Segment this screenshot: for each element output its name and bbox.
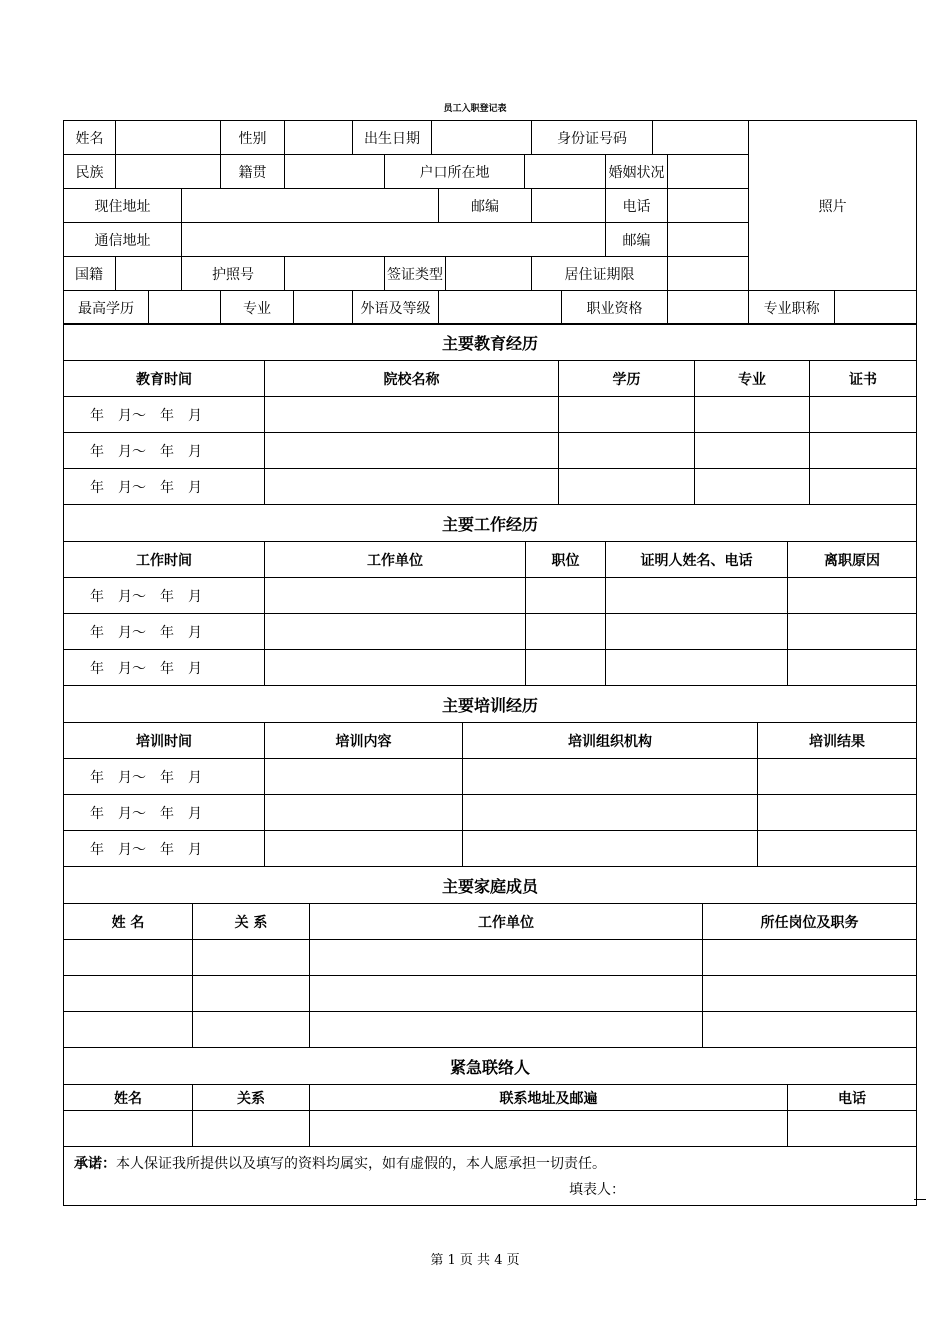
id-number-label: 身份证号码 [532, 121, 653, 155]
table-cell[interactable] [310, 976, 703, 1012]
training-header: 培训结果 [758, 723, 917, 759]
table-cell[interactable] [265, 469, 559, 505]
training-header: 培训内容 [265, 723, 463, 759]
mailing-address-field[interactable] [182, 223, 606, 257]
family-table [63, 866, 917, 1048]
family-header: 所任岗位及职务 [703, 904, 917, 940]
page-footer: 第 1 页 共 4 页 [430, 1253, 520, 1268]
work-header: 离职原因 [788, 542, 917, 578]
current-address-label: 现住地址 [64, 189, 182, 223]
table-cell[interactable] [788, 650, 917, 686]
table-cell[interactable] [606, 578, 788, 614]
name-label: 姓名 [64, 121, 116, 155]
pledge-label: 承诺： [74, 1156, 116, 1172]
pledge-block [64, 1147, 917, 1206]
table-cell[interactable] [265, 795, 463, 831]
qualification-label: 职业资格 [562, 291, 668, 325]
name-field[interactable] [116, 121, 221, 155]
work-table [63, 504, 917, 686]
education-header: 学历 [559, 361, 695, 397]
period-cell[interactable]: 年 月～ 年 月 [64, 614, 265, 650]
table-cell[interactable] [265, 433, 559, 469]
table-cell[interactable] [788, 614, 917, 650]
passport-label: 护照号 [182, 257, 285, 291]
foreign-language-label: 外语及等级 [353, 291, 439, 325]
table-cell[interactable] [265, 614, 526, 650]
table-cell[interactable] [193, 976, 310, 1012]
native-place-field[interactable] [285, 155, 385, 189]
birth-date-field[interactable] [432, 121, 532, 155]
birth-date-label: 出生日期 [353, 121, 432, 155]
emergency-header: 关系 [193, 1085, 310, 1111]
period-cell[interactable]: 年 月～ 年 月 [64, 469, 265, 505]
postcode2-field[interactable] [668, 223, 749, 257]
current-address-field[interactable] [182, 189, 439, 223]
table-cell[interactable] [810, 469, 917, 505]
residence-permit-field[interactable] [668, 257, 749, 291]
postcode2-label: 邮编 [606, 223, 668, 257]
table-cell[interactable] [265, 831, 463, 867]
basic-info-table [63, 120, 917, 325]
visa-type-label: 签证类型 [385, 257, 446, 291]
table-cell[interactable] [788, 1111, 917, 1147]
education-label: 最高学历 [64, 291, 149, 325]
work-header: 工作时间 [64, 542, 265, 578]
work-section-title: 主要工作经历 [64, 505, 917, 542]
visa-type-field[interactable] [446, 257, 532, 291]
period-cell[interactable]: 年 月～ 年 月 [64, 433, 265, 469]
work-header: 职位 [526, 542, 606, 578]
phone-field[interactable] [668, 189, 749, 223]
emergency-section-title: 紧急联络人 [64, 1048, 917, 1085]
photo-box[interactable]: 照片 [749, 121, 917, 291]
work-header: 证明人姓名、电话 [606, 542, 788, 578]
table-cell[interactable] [64, 976, 193, 1012]
table-cell[interactable] [810, 397, 917, 433]
table-cell[interactable] [695, 433, 810, 469]
table-cell[interactable] [193, 1012, 310, 1048]
period-cell[interactable]: 年 月～ 年 月 [64, 578, 265, 614]
table-cell[interactable] [463, 759, 758, 795]
major-label: 专业 [221, 291, 294, 325]
family-header: 工作单位 [310, 904, 703, 940]
marital-status-label: 婚姻状况 [606, 155, 668, 189]
foreign-language-field[interactable] [439, 291, 562, 325]
table-cell[interactable] [703, 940, 917, 976]
table-cell[interactable] [606, 614, 788, 650]
residence-permit-label: 居住证期限 [532, 257, 668, 291]
table-cell[interactable] [810, 433, 917, 469]
gender-field[interactable] [285, 121, 353, 155]
period-cell[interactable]: 年 月～ 年 月 [64, 831, 265, 867]
table-cell[interactable] [758, 795, 917, 831]
education-header: 专业 [695, 361, 810, 397]
table-cell[interactable] [64, 1111, 193, 1147]
training-header: 培训组织机构 [463, 723, 758, 759]
education-section-title: 主要教育经历 [64, 324, 917, 361]
table-cell[interactable] [788, 578, 917, 614]
form-title: 员工入职登记表 [443, 104, 507, 114]
mailing-address-label: 通信地址 [64, 223, 182, 257]
gender-label: 性别 [221, 121, 285, 155]
table-cell[interactable] [193, 1111, 310, 1147]
nationality-label: 国籍 [64, 257, 116, 291]
training-table [63, 685, 917, 867]
nationality-field[interactable] [116, 257, 182, 291]
ethnicity-label: 民族 [64, 155, 116, 189]
table-cell[interactable] [64, 1012, 193, 1048]
table-cell[interactable] [559, 397, 695, 433]
table-cell[interactable] [703, 1012, 917, 1048]
postcode-label: 邮编 [439, 189, 532, 223]
table-cell[interactable] [463, 795, 758, 831]
emergency-table [63, 1047, 917, 1206]
table-cell[interactable] [463, 831, 758, 867]
table-cell[interactable] [758, 759, 917, 795]
emergency-header: 联系地址及邮遍 [310, 1085, 788, 1111]
professional-title-field[interactable] [835, 291, 917, 325]
qualification-field[interactable] [668, 291, 749, 325]
education-field[interactable] [149, 291, 221, 325]
id-number-field[interactable] [653, 121, 749, 155]
table-cell[interactable] [703, 976, 917, 1012]
postcode-field[interactable] [532, 189, 606, 223]
education-header: 教育时间 [64, 361, 265, 397]
marital-status-field[interactable] [668, 155, 749, 189]
border-stub [914, 1199, 926, 1200]
training-header: 培训时间 [64, 723, 265, 759]
table-cell[interactable] [559, 469, 695, 505]
native-place-label: 籍贯 [221, 155, 285, 189]
table-cell[interactable] [526, 578, 606, 614]
family-header: 姓 名 [64, 904, 193, 940]
phone-label: 电话 [606, 189, 668, 223]
ethnicity-field[interactable] [116, 155, 221, 189]
period-cell[interactable]: 年 月～ 年 月 [64, 650, 265, 686]
table-cell[interactable] [606, 650, 788, 686]
table-cell[interactable] [310, 1012, 703, 1048]
table-cell[interactable] [526, 650, 606, 686]
education-table [63, 323, 917, 505]
table-cell[interactable] [310, 940, 703, 976]
table-cell[interactable] [265, 759, 463, 795]
table-cell[interactable] [758, 831, 917, 867]
table-cell[interactable] [310, 1111, 788, 1147]
hukou-field[interactable] [525, 155, 606, 189]
table-cell[interactable] [265, 650, 526, 686]
major-field[interactable] [294, 291, 353, 325]
hukou-label: 户口所在地 [385, 155, 525, 189]
table-cell[interactable] [695, 397, 810, 433]
table-cell[interactable] [695, 469, 810, 505]
family-section-title: 主要家庭成员 [64, 867, 917, 904]
period-cell[interactable]: 年 月～ 年 月 [64, 795, 265, 831]
emergency-header: 电话 [788, 1085, 917, 1111]
table-cell[interactable] [64, 940, 193, 976]
signer-label[interactable]: 填表人： [569, 1182, 625, 1198]
table-cell[interactable] [193, 940, 310, 976]
period-cell[interactable]: 年 月～ 年 月 [64, 759, 265, 795]
table-cell[interactable] [559, 433, 695, 469]
training-section-title: 主要培训经历 [64, 686, 917, 723]
family-header: 关 系 [193, 904, 310, 940]
table-cell[interactable] [526, 614, 606, 650]
education-header: 证书 [810, 361, 917, 397]
table-cell[interactable] [265, 578, 526, 614]
table-cell[interactable] [265, 397, 559, 433]
emergency-header: 姓名 [64, 1085, 193, 1111]
education-header: 院校名称 [265, 361, 559, 397]
pledge-text: 本人保证我所提供以及填写的资料均属实，如有虚假的，本人愿承担一切责任。 [116, 1156, 606, 1172]
professional-title-label: 专业职称 [749, 291, 835, 325]
period-cell[interactable]: 年 月～ 年 月 [64, 397, 265, 433]
work-header: 工作单位 [265, 542, 526, 578]
passport-field[interactable] [285, 257, 385, 291]
